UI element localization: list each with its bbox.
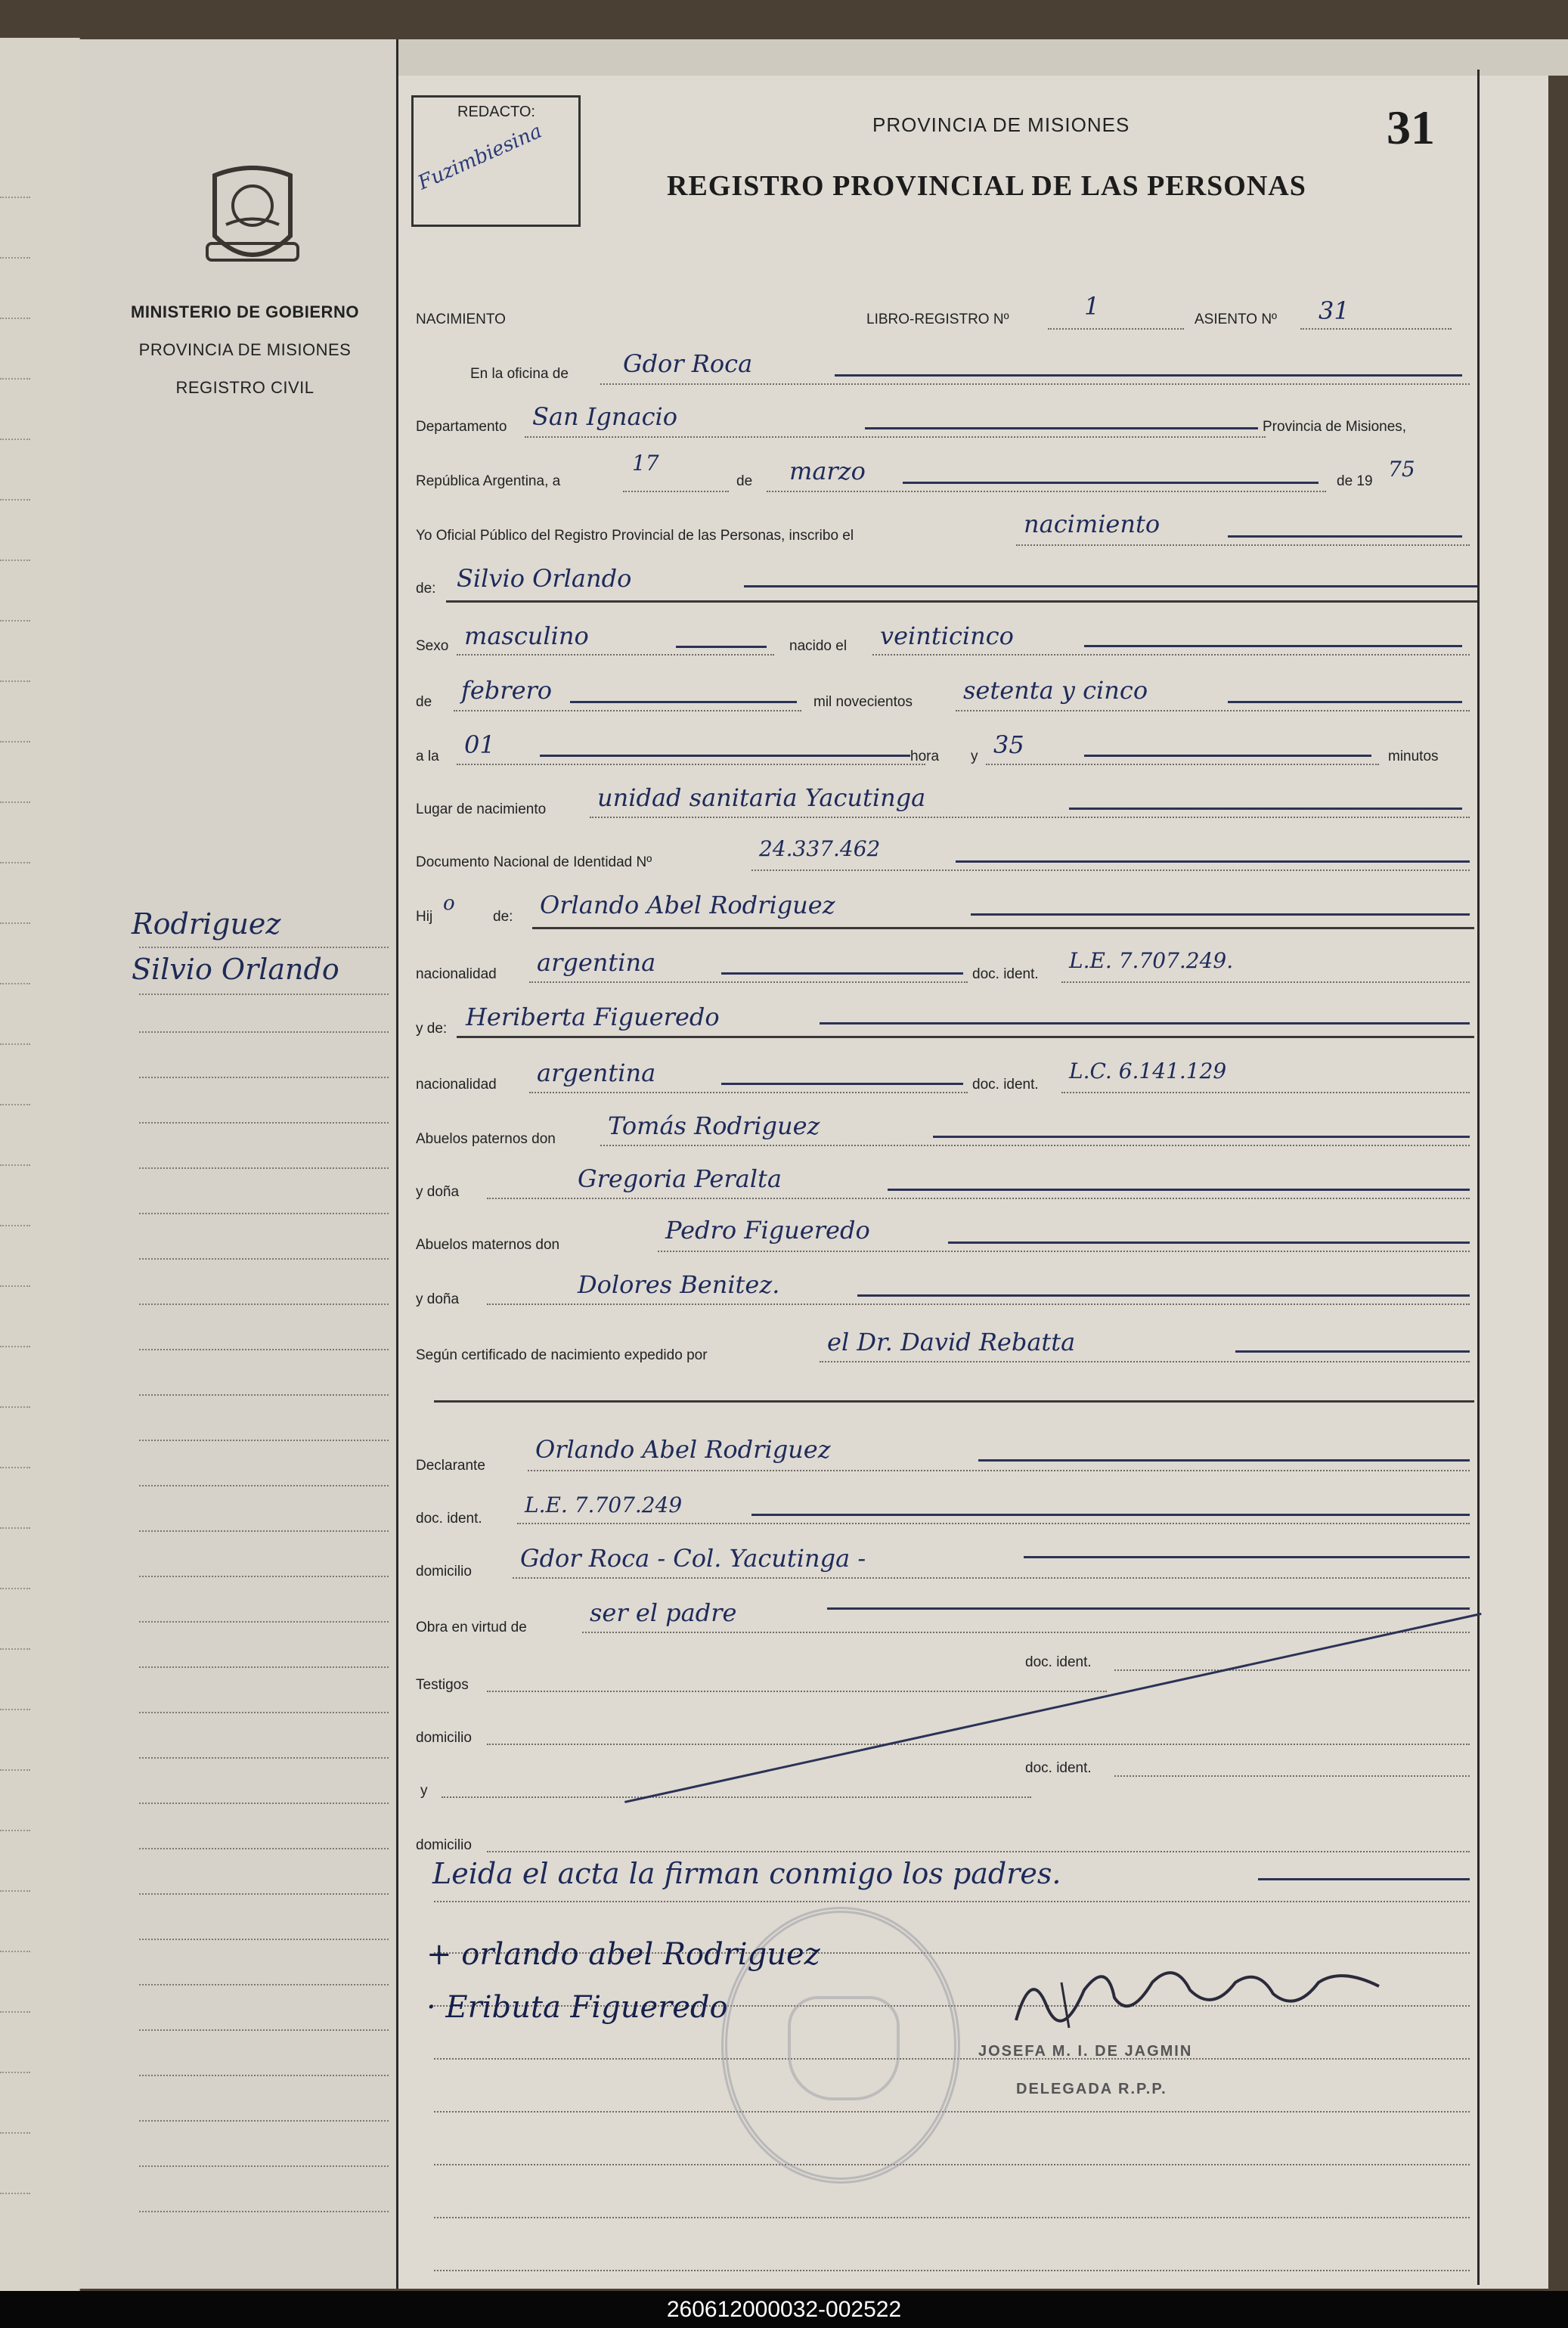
redacto-signature: Fuzimbiesina [414,119,546,195]
padre-doc-value: L.E. 7.707.249. [1069,948,1234,973]
nacido-label: nacido el [789,638,848,654]
minutos-label: minutos [1388,749,1439,764]
redacto-box [411,95,581,227]
padre-value: Orlando Abel Rodriguez [540,891,835,919]
testigo1-doc-label: doc. ident. [1025,1654,1092,1670]
testigo2-domicilio-label: domicilio [416,1837,472,1853]
oficina-label: En la oficina de [470,366,569,382]
testigo1-domicilio-label: domicilio [416,1730,472,1746]
declarante-doc-value: L.E. 7.707.249 [525,1493,683,1517]
madre-doc-label: doc. ident. [972,1077,1039,1093]
left-margin-column [79,39,398,2289]
abuelo-paterno-value: Tomás Rodriguez [608,1111,820,1140]
madre-value: Heriberta Figueredo [466,1003,720,1031]
a-la-label: a la [416,749,439,764]
abuela-paterna-value: Gregoria Peralta [578,1164,782,1193]
dni-value: 24.337.462 [759,836,881,861]
segun-value: el Dr. David Rebatta [827,1328,1076,1356]
registry-page [79,39,1548,2289]
margin-note-names: Silvio Orlando [132,953,339,986]
obra-label: Obra en virtud de [416,1620,527,1635]
dia-value: 17 [632,451,659,476]
ministry-name: MINISTERIO DE GOBIERNO [131,302,359,321]
abuelos-paternos-label: Abuelos paternos don [416,1131,556,1147]
provincia-suffix: Provincia de Misiones, [1263,419,1407,435]
ministry-province: PROVINCIA DE MISIONES [138,340,352,359]
ministry-registry: REGISTRO CIVIL [175,378,315,397]
oficina-value: Gdor Roca [623,349,753,378]
de-nombre-label: de: [416,581,436,597]
right-border [1477,70,1480,2285]
departamento-label: Departamento [416,419,507,435]
mes-nac-value: febrero [461,676,553,705]
asiento-label: ASIENTO Nº [1195,312,1277,327]
padre-nacionalidad-label: nacionalidad [416,966,497,982]
image-id-caption: 260612000032-002522 [666,2297,902,2322]
hora-value: 01 [464,730,495,759]
departamento-value: San Ignacio [532,402,678,431]
hijo-label: Hij [416,909,433,925]
sexo-label: Sexo [416,638,449,654]
official-signature-icon [1001,1952,1394,2035]
abuelos-maternos-label: Abuelos maternos don [416,1237,560,1253]
declarante-label: Declarante [416,1458,485,1474]
redacto-label: REDACTO: [457,104,535,120]
madre-nac-value: argentina [537,1059,656,1087]
oficial-label: Yo Oficial Público del Registro Provincial de las Personas, inscribo el [416,528,854,544]
dni-label: Documento Nacional de Identidad Nº [416,854,652,870]
anio-nac-value: setenta y cinco [963,676,1148,705]
official-role: DELEGADA R.P.P. [1016,2081,1167,2097]
page-title: REGISTRO PROVINCIAL DE LAS PERSONAS [667,170,1306,202]
padre-doc-label: doc. ident. [972,966,1039,982]
y-de-label: y de: [416,1021,448,1037]
official-name: JOSEFA M. I. DE JAGMIN [978,2043,1193,2060]
closing-text: Leida el acta la firman conmigo los padres. [432,1857,1061,1890]
libro-value: 1 [1084,292,1100,321]
mother-signature: · Eributa Figueredo [426,1990,728,2025]
stamp-crest [788,1996,900,2100]
nacido-value: veinticinco [880,622,1014,650]
asiento-value: 31 [1319,296,1350,325]
padre-nac-value: argentina [537,948,656,977]
segun-label: Según certificado de nacimiento expedido por [416,1347,708,1363]
inscribo-value: nacimiento [1024,510,1161,538]
republica-label: República Argentina, a [416,473,561,489]
testigo2-y-label: y [420,1783,428,1799]
minutos-value: 35 [993,730,1024,759]
page-top-edge [192,39,1568,76]
province-heading: PROVINCIA DE MISIONES [872,113,1130,136]
testigo2-doc-label: doc. ident. [1025,1760,1092,1776]
lugar-label: Lugar de nacimiento [416,801,547,817]
hijo-de-label: de: [493,909,513,925]
declarante-doc-label: doc. ident. [416,1511,482,1527]
hijo-suffix: o [443,892,455,915]
sexo-value: masculino [464,622,589,650]
de-mes-label: de [416,694,432,710]
anio-prefix: de 19 [1337,473,1373,489]
y-label: y [971,749,978,764]
mes-value: marzo [789,457,866,485]
madre-doc-value: L.C. 6.141.129 [1069,1059,1227,1083]
nombre-value: Silvio Orlando [457,564,632,593]
testigos-label: Testigos [416,1677,469,1693]
mil-label: mil novecientos [813,694,913,710]
margin-note-surname: Rodriguez [132,907,281,941]
abuela-materna-value: Dolores Benitez. [578,1270,780,1299]
declarante-value: Orlando Abel Rodriguez [535,1435,831,1464]
madre-nacionalidad-label: nacionalidad [416,1077,497,1093]
declarante-domicilio-value: Gdor Roca - Col. Yacutinga - [520,1544,866,1573]
abuela-materna-label: y doña [416,1291,460,1307]
libro-label: LIBRO-REGISTRO Nº [866,312,1009,327]
previous-page-edge [0,38,80,2291]
abuela-paterna-label: y doña [416,1184,460,1200]
nacimiento-label: NACIMIENTO [416,312,506,327]
hora-label: hora [910,749,940,764]
father-signature: + orlando abel Rodriguez [426,1937,820,1972]
anio-value: 75 [1388,457,1415,482]
coat-of-arms-icon [200,160,305,274]
declarante-domicilio-label: domicilio [416,1564,472,1579]
lugar-value: unidad sanitaria Yacutinga [597,783,926,812]
abuelo-materno-value: Pedro Figueredo [665,1216,870,1245]
page-number: 31 [1387,101,1435,154]
de-label: de [736,473,753,489]
obra-value: ser el padre [590,1598,737,1627]
